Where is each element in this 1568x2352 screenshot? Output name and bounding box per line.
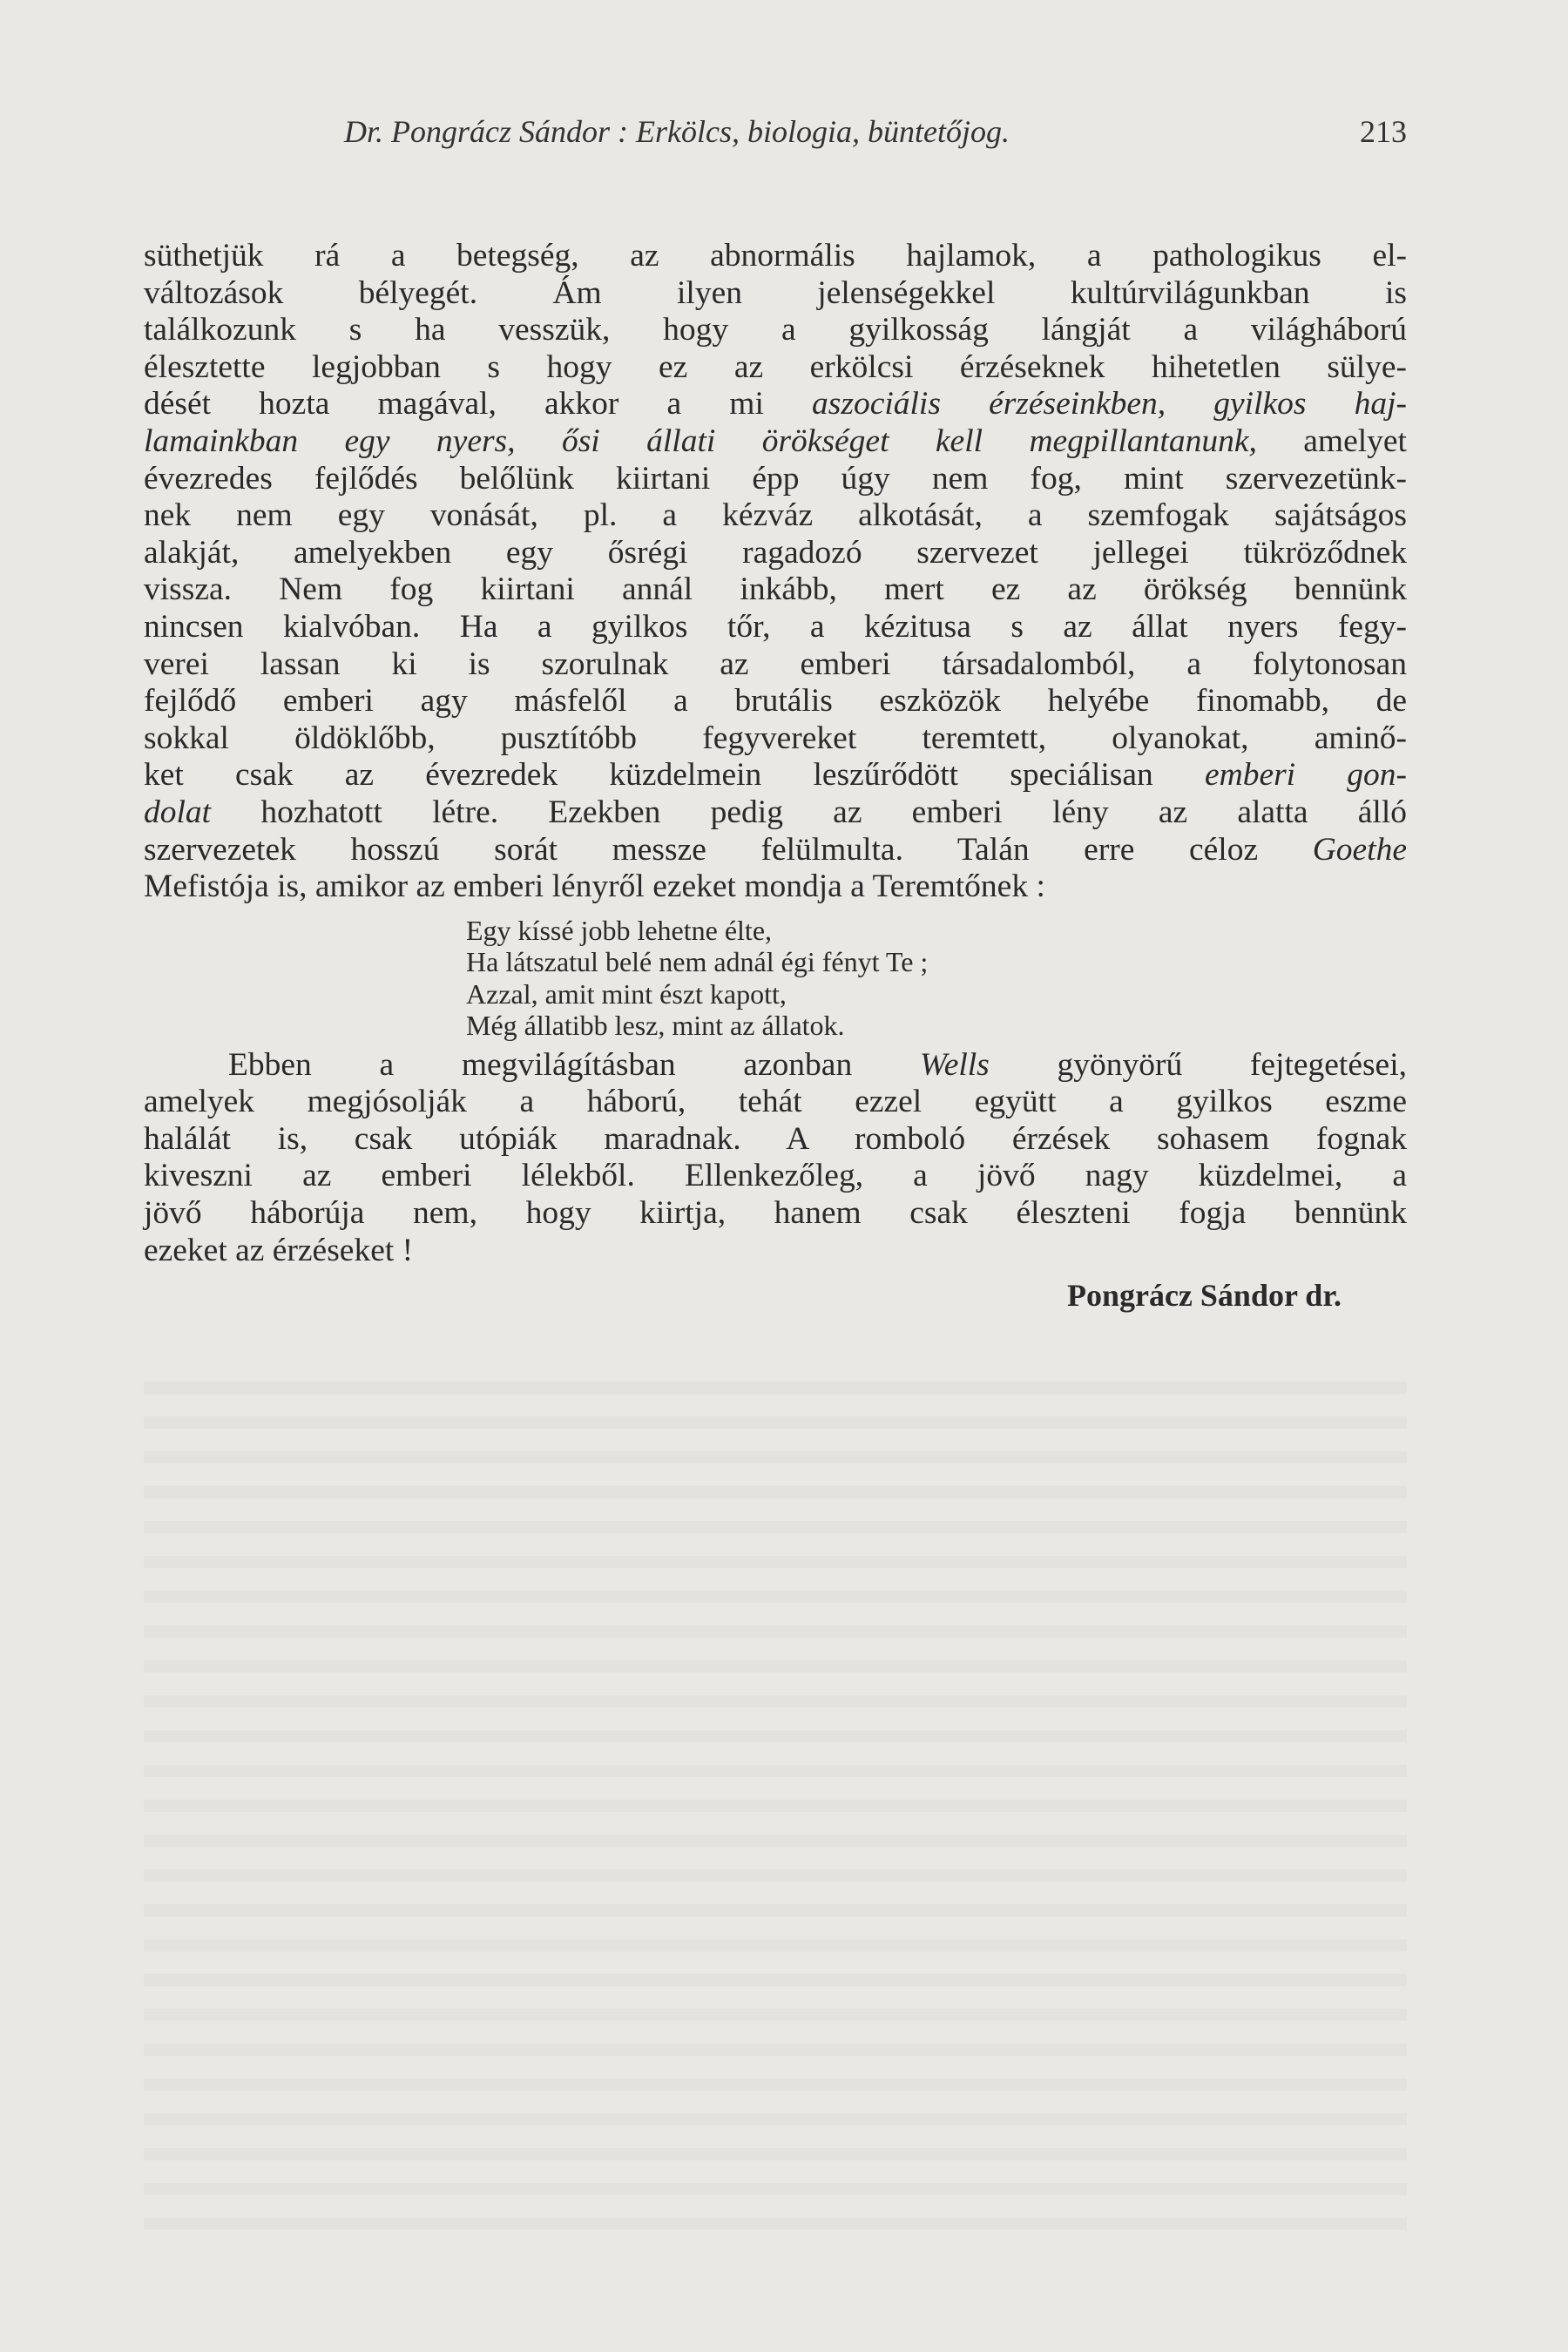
- text-line: alakját, amelyekben egy ősrégi ragadozó szervezet jellegei tükröződnek: [144, 534, 1407, 571]
- text-run: dését hozta magával, akkor a mi: [144, 386, 813, 422]
- text-line: [144, 757, 1407, 794]
- text-line: évezredes fejlődés belőlünk kiirtani épp úgy nem fog, mint szervezetünk-: [144, 460, 1407, 497]
- page-body: [144, 238, 1407, 1315]
- text-line: változások bélyegét. Ám ilyen jelenségekkel kultúrvilágunkban is: [144, 274, 1407, 311]
- text-run: gyönyörű fejtegetései,: [989, 1046, 1407, 1083]
- italic-text: emberi gon-: [1204, 757, 1408, 794]
- text-line: vissza. Nem fog kiirtani annál inkább, mert ez az örökség bennünk: [144, 571, 1407, 608]
- italic-text: aszociális érzéseinkben, gyilkos haj-: [812, 386, 1407, 422]
- text-line: [144, 1047, 1407, 1085]
- text-line: amelyek megjósolják a háború, tehát ezzel együtt a gyilkos eszme: [144, 1084, 1407, 1120]
- text-run: ket csak az évezredek küzdelmein leszűrődött speciálisan: [144, 757, 1205, 794]
- text-line: jövő háborúja nem, hogy kiirtja, hanem csak éleszteni fogja bennünk: [144, 1195, 1407, 1232]
- text-line: [144, 423, 1407, 461]
- text-line: verei lassan ki is szorulnak az emberi társadalomból, a folytonosan: [144, 645, 1407, 682]
- text-line: süthetjük rá a betegség, az abnormális hajlamok, a pathologikus el-: [144, 238, 1407, 274]
- text-run: szervezetek hosszú sorát messze felülmulta. Talán erre céloz: [144, 831, 1313, 868]
- paragraph-1: [144, 238, 1407, 906]
- text-run: amelyet: [1256, 422, 1407, 459]
- running-header: [344, 113, 1407, 157]
- text-line: kiveszni az emberi lélekből. Ellenkezőleg, a jövő nagy küzdelmei, a: [144, 1158, 1407, 1194]
- text-line: találkozunk s ha vesszük, hogy a gyilkosság lángját a világháború: [144, 312, 1407, 348]
- text-line: halálát is, csak utópiák maradnak. A romboló érzések sohasem fognak: [144, 1120, 1407, 1157]
- text-line: nek nem egy vonását, pl. a kézváz alkotását, a szemfogak sajátságos: [144, 497, 1407, 534]
- verse-line: Még állatibb lesz, mint az állatok.: [466, 1010, 845, 1042]
- text-line: [144, 386, 1407, 423]
- text-line: nincsen kialvóban. Ha a gyilkos tőr, a kézitusa s az állat nyers fegy-: [144, 608, 1407, 645]
- text-line: Mefistója is, amikor az emberi lényről ezeket mondja a Teremtőnek :: [144, 868, 1045, 905]
- verse-line: Ha látszatul belé nem adnál égi fényt Te ;: [466, 946, 929, 978]
- show-through-text-area: [144, 1359, 1407, 2230]
- text-run: Ebben a megvilágításban azonban: [228, 1046, 920, 1083]
- running-title: Dr. Pongrácz Sándor : Erkölcs, biologia, büntetőjog.: [344, 114, 1010, 149]
- text-line: sokkal öldöklőbb, pusztítóbb fegyvereket teremtett, olyanokat, aminő-: [144, 720, 1407, 756]
- text-line: [144, 832, 1407, 869]
- text-line: fejlődő emberi agy másfelől a brutális eszközök helyébe finomabb, de: [144, 683, 1407, 720]
- text-run: hozhatott létre. Ezekben pedig az emberi lény az alatta álló: [211, 794, 1407, 830]
- italic-text: dolat: [144, 794, 212, 830]
- verse-quote: [466, 915, 1407, 1042]
- italic-text: Goethe: [1312, 831, 1407, 868]
- text-line: ezeket az érzéseket !: [144, 1232, 414, 1268]
- text-line: [144, 794, 1407, 832]
- text-line: élesztette legjobban s hogy ez az erkölcsi érzéseknek hihetetlen sülye-: [144, 348, 1407, 385]
- italic-text: Wells: [919, 1046, 990, 1083]
- italic-text: lamainkban egy nyers, ősi állati örökséget kell megpillantanunk,: [144, 422, 1257, 459]
- verse-line: Azzal, amit mint észt kapott,: [466, 977, 787, 1010]
- verse-line: Egy kíssé jobb lehetne élte,: [466, 914, 773, 946]
- page-number: 213: [1360, 114, 1407, 149]
- author-signature: Pongrácz Sándor dr.: [1066, 1278, 1342, 1314]
- paragraph-2: [144, 1047, 1407, 1270]
